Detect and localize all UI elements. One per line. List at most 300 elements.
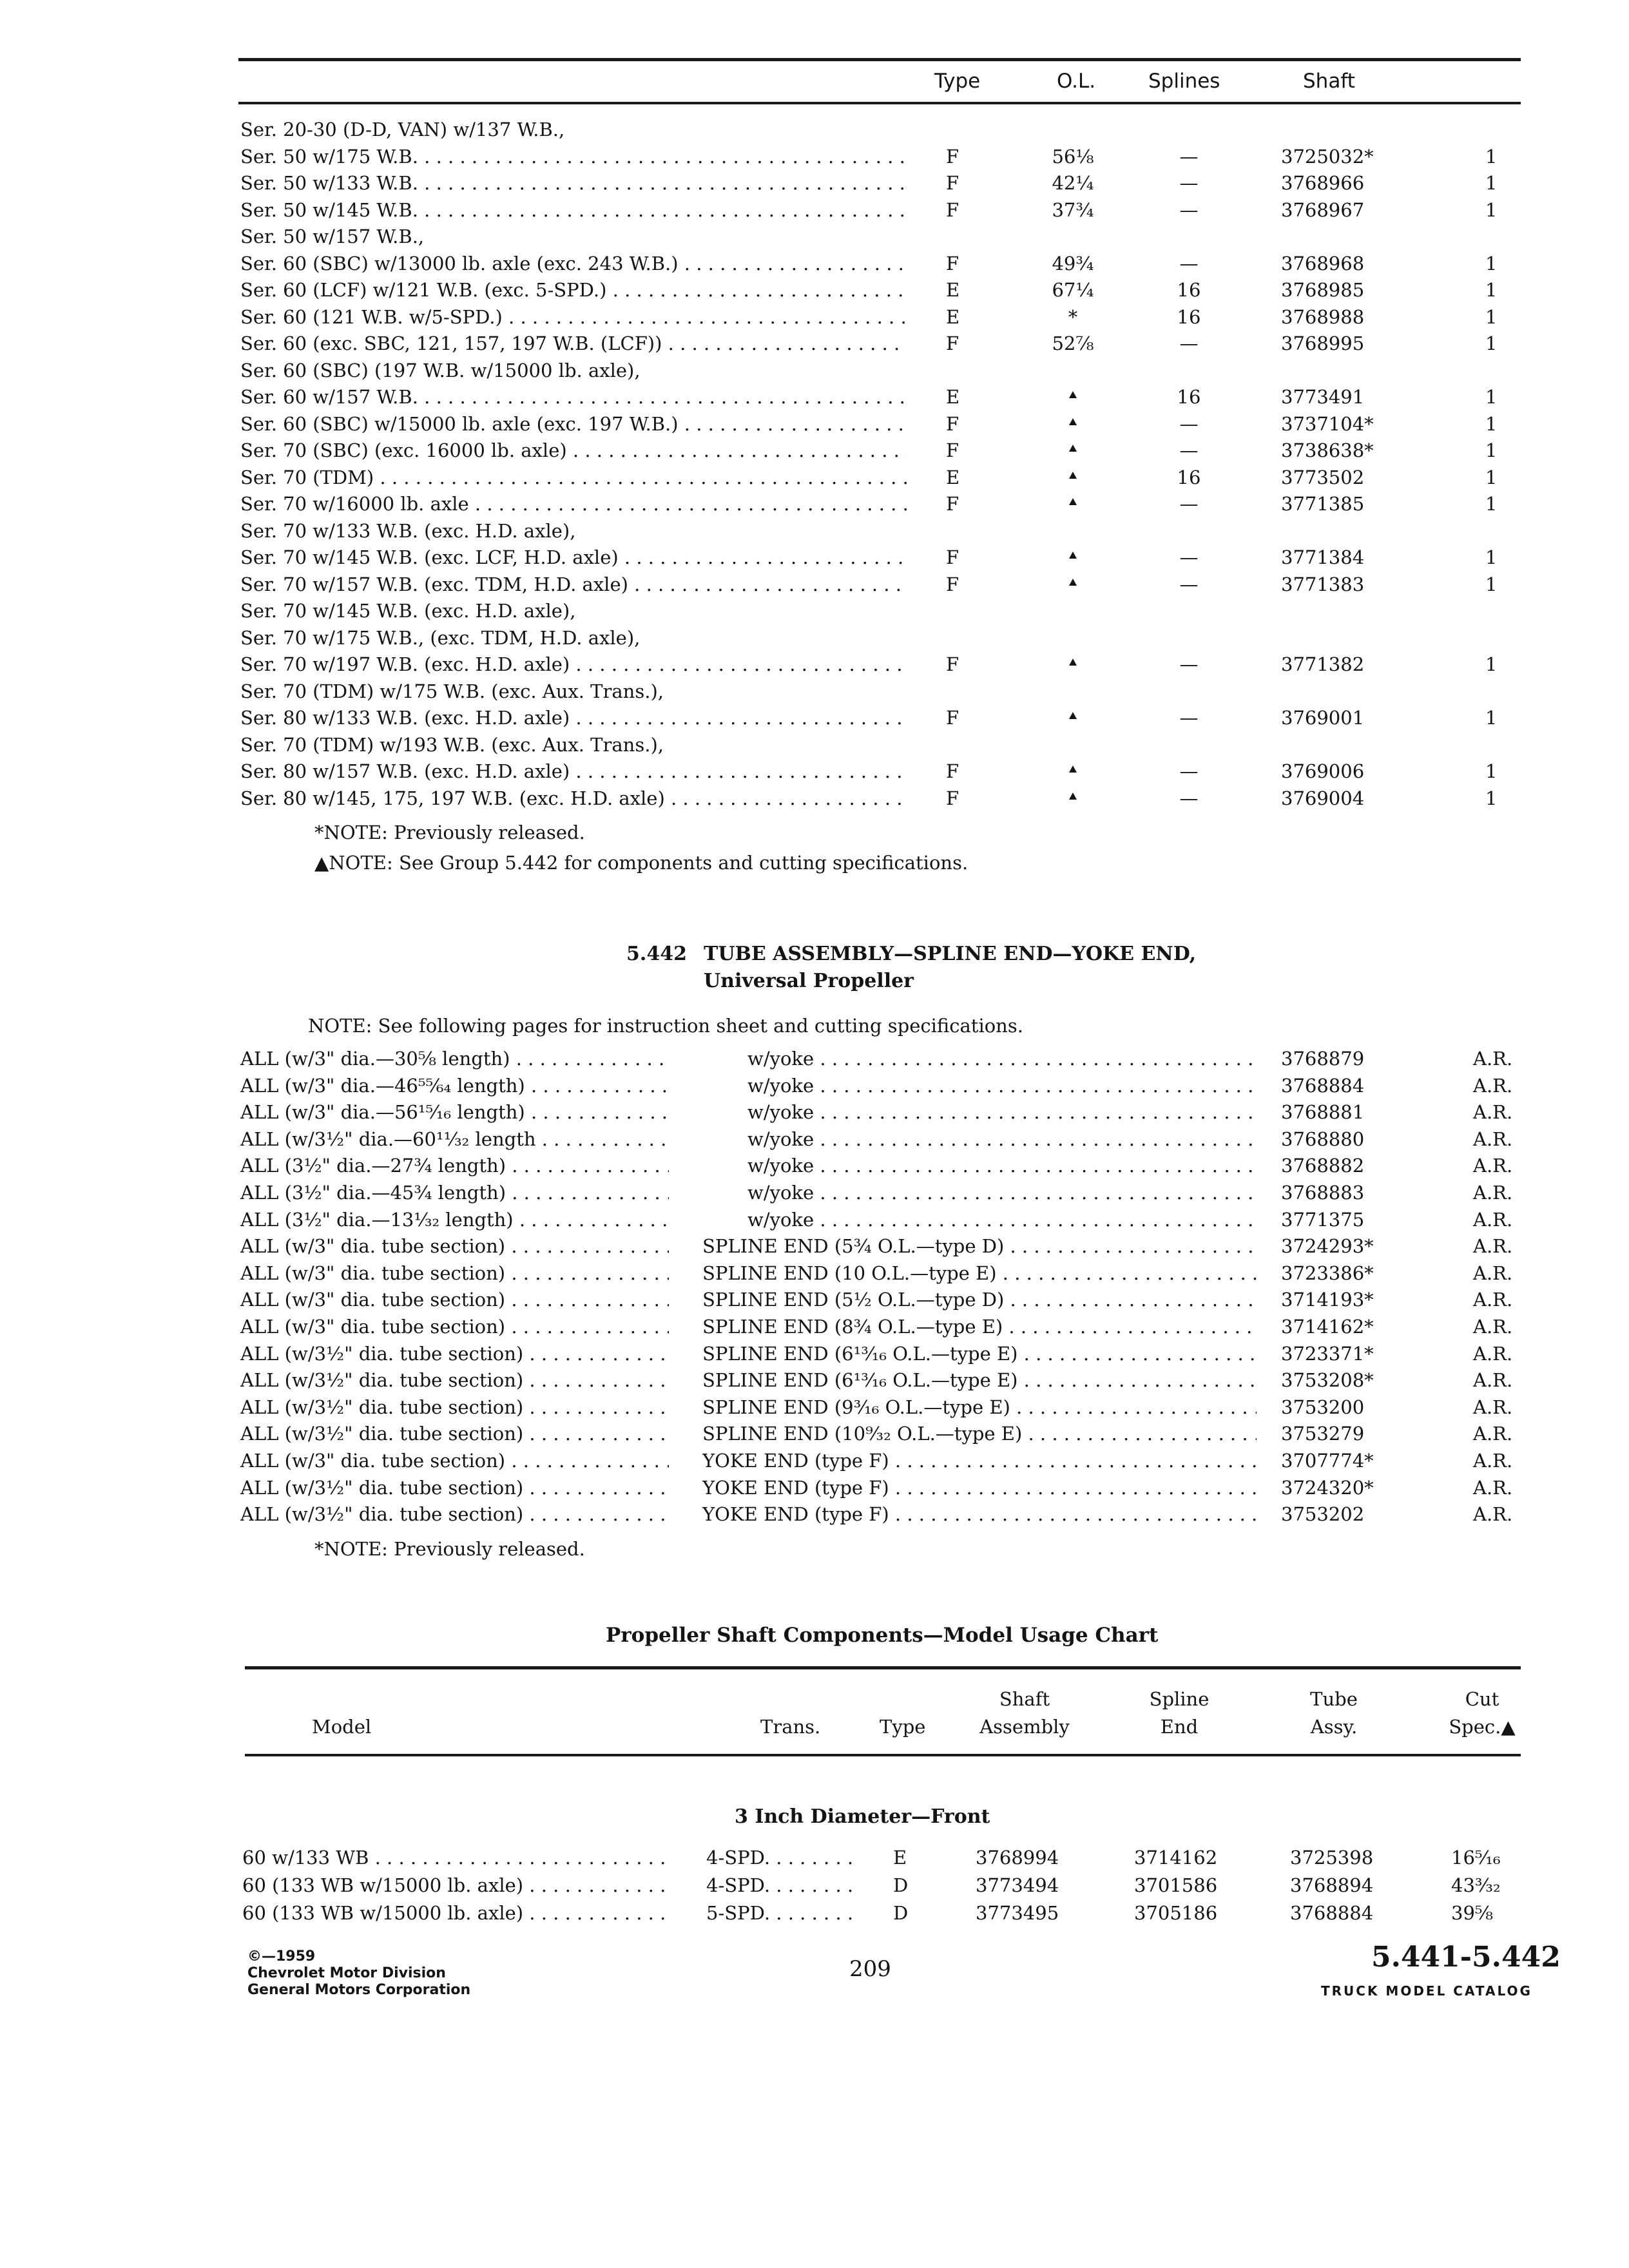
row-part: SPLINE END (6¹³⁄₁₆ O.L.—type E) . . . xyxy=(702,1340,1257,1367)
usage-cut: 43³⁄₃₂ xyxy=(1451,1874,1501,1896)
row-part-number: 3753202 xyxy=(1281,1503,1365,1526)
table-row xyxy=(0,517,1629,544)
table-row xyxy=(0,1447,1629,1474)
triangle-marker-icon xyxy=(1069,472,1077,479)
row-ol: 56⅛ xyxy=(1052,145,1094,168)
row-description: Ser. 50 w/157 W.B., xyxy=(240,226,425,247)
usage-spline: 3705186 xyxy=(1134,1902,1218,1924)
usage-model: 60 (133 WB w/15000 lb. axle) . . . xyxy=(242,1872,668,1899)
row-part-number: 3723386* xyxy=(1281,1262,1374,1284)
usage-header-spec: Spec.▲ xyxy=(1449,1716,1516,1738)
row-shaft: 3773502 xyxy=(1281,466,1365,488)
row-splines: — xyxy=(1179,787,1199,809)
row-qty: 1 xyxy=(1485,573,1498,595)
footer-division: Chevrolet Motor Division xyxy=(247,1965,446,1981)
table-row xyxy=(0,731,1629,758)
row-qty: A.R. xyxy=(1473,1396,1513,1418)
row-shaft: 3771383 xyxy=(1281,573,1365,595)
usage-trans: 4-SPD. . . . xyxy=(706,1872,861,1899)
row-part: SPLINE END (5¾ O.L.—type D) . . . xyxy=(702,1233,1257,1260)
usage-subheading: 3 Inch Diameter—Front xyxy=(735,1805,990,1828)
row-part: w/yoke . . . xyxy=(747,1072,1257,1099)
section-subtitle: Universal Propeller xyxy=(704,970,914,992)
table-row xyxy=(0,1179,1629,1206)
table-row xyxy=(0,785,1629,812)
row-type: F xyxy=(946,439,959,461)
usage-tube: 3768884 xyxy=(1290,1902,1374,1924)
row-ol xyxy=(1031,464,1115,491)
row-qty: 1 xyxy=(1485,332,1498,354)
row-part: w/yoke . . . xyxy=(747,1126,1257,1153)
row-shaft: 3768985 xyxy=(1281,279,1365,301)
row-qty: A.R. xyxy=(1473,1182,1513,1204)
triangle-marker-icon xyxy=(1069,445,1077,452)
row-application: ALL (3½" dia.—45¾ length) . . . xyxy=(240,1179,669,1206)
row-part-number: 3724320* xyxy=(1281,1476,1374,1499)
footer-corporation: General Motors Corporation xyxy=(247,1982,471,1998)
triangle-marker-icon xyxy=(1069,712,1077,719)
usage-shaft: 3773495 xyxy=(976,1902,1059,1924)
row-splines: — xyxy=(1179,707,1199,729)
row-shaft: 3725032* xyxy=(1281,145,1374,168)
table-row xyxy=(0,1367,1629,1394)
header-splines: Splines xyxy=(1148,70,1220,93)
row-part-number: 3768882 xyxy=(1281,1155,1365,1177)
table-row xyxy=(0,1474,1629,1501)
table1-note-previously-released: *NOTE: Previously released. xyxy=(314,822,585,843)
table-row xyxy=(0,330,1629,357)
row-part-number: 3768879 xyxy=(1281,1048,1365,1070)
row-description: Ser. 70 w/175 W.B., (exc. TDM, H.D. axle), xyxy=(240,626,641,649)
row-description: Ser. 20-30 (D-D, VAN) w/137 W.B., xyxy=(240,119,565,140)
table-row xyxy=(0,1072,1629,1099)
row-splines: 16 xyxy=(1177,305,1201,328)
row-application: ALL (w/3½" dia. tube section) . . . xyxy=(240,1420,669,1447)
row-description: Ser. 70 w/16000 lb. axle . . . xyxy=(240,490,907,517)
table-row xyxy=(0,1152,1629,1179)
row-description: Ser. 70 (TDM) . . . xyxy=(240,464,907,491)
usage-tube: 3768894 xyxy=(1290,1874,1374,1896)
table-row xyxy=(0,597,1629,624)
row-part: SPLINE END (8¾ O.L.—type E) . . . xyxy=(702,1313,1257,1340)
row-part: SPLINE END (10 O.L.—type E) . . . xyxy=(702,1260,1257,1287)
row-splines: — xyxy=(1179,252,1199,274)
usage-shaft: 3773494 xyxy=(976,1874,1059,1896)
row-application: ALL (w/3½" dia. tube section) . . . xyxy=(240,1340,669,1367)
table-row xyxy=(0,357,1629,384)
header-rule xyxy=(238,102,1521,104)
row-part: w/yoke . . . xyxy=(747,1152,1257,1179)
row-part-number: 3768880 xyxy=(1281,1128,1365,1150)
usage-cut: 39⅝ xyxy=(1451,1902,1494,1924)
row-description: Ser. 60 (SBC) w/13000 lb. axle (exc. 243 W.B.) . . . xyxy=(240,250,907,277)
row-part-number: 3724293* xyxy=(1281,1235,1374,1258)
row-part-number: 3768884 xyxy=(1281,1074,1365,1097)
row-part-number: 3714162* xyxy=(1281,1316,1374,1338)
row-part-number: 3753200 xyxy=(1281,1396,1365,1418)
usage-header-model: Model xyxy=(312,1716,372,1738)
table1-note-see-group: ▲NOTE: See Group 5.442 for components and cutting specifications. xyxy=(314,852,969,874)
row-qty: A.R. xyxy=(1473,1208,1513,1231)
row-part-number: 3768883 xyxy=(1281,1182,1365,1204)
row-part: w/yoke . . . xyxy=(747,1045,1257,1072)
usage-type: E xyxy=(893,1847,907,1869)
row-description: Ser. 60 (SBC) (197 W.B. w/15000 lb. axle), xyxy=(240,359,641,381)
row-qty: 1 xyxy=(1485,787,1498,809)
row-description: Ser. 70 w/145 W.B. (exc. H.D. axle), xyxy=(240,600,576,622)
triangle-marker-icon xyxy=(1069,765,1077,773)
row-qty: 1 xyxy=(1485,305,1498,328)
table-row xyxy=(0,197,1629,224)
usage-type: D xyxy=(893,1874,909,1896)
row-type: F xyxy=(946,546,959,568)
row-ol xyxy=(1031,410,1115,437)
row-splines: — xyxy=(1179,653,1199,675)
top-rule xyxy=(238,58,1521,61)
row-application: ALL (3½" dia.—13¹⁄₃₂ length) . . . xyxy=(240,1206,669,1233)
usage-model: 60 w/133 WB . . . xyxy=(242,1844,668,1871)
row-type: F xyxy=(946,787,959,809)
row-qty: 1 xyxy=(1485,760,1498,782)
row-ol xyxy=(1031,704,1115,731)
row-ol xyxy=(1031,651,1115,678)
row-shaft: 3773491 xyxy=(1281,386,1365,408)
row-ol xyxy=(1031,437,1115,464)
table-row xyxy=(0,1260,1629,1287)
row-part: w/yoke . . . xyxy=(747,1179,1257,1206)
usage-shaft: 3768994 xyxy=(976,1847,1059,1869)
row-qty: A.R. xyxy=(1473,1316,1513,1338)
table-row xyxy=(0,250,1629,277)
usage-header-rule xyxy=(245,1754,1521,1756)
usage-spline: 3701586 xyxy=(1134,1874,1218,1896)
page-number: 209 xyxy=(849,1956,891,1982)
row-qty: 1 xyxy=(1485,252,1498,274)
table-row xyxy=(0,303,1629,331)
row-splines: — xyxy=(1179,332,1199,354)
row-type: F xyxy=(946,653,959,675)
row-type: F xyxy=(946,252,959,274)
row-part: SPLINE END (6¹³⁄₁₆ O.L.—type E) . . . xyxy=(702,1367,1257,1394)
group-number: 5.441-5.442 xyxy=(1371,1941,1561,1974)
row-application: ALL (w/3½" dia. tube section) . . . xyxy=(240,1367,669,1394)
row-ol: 52⅞ xyxy=(1052,332,1094,354)
row-description: Ser. 70 w/133 W.B. (exc. H.D. axle), xyxy=(240,519,576,542)
table-row xyxy=(0,437,1629,464)
row-qty: 1 xyxy=(1485,466,1498,488)
row-qty: 1 xyxy=(1485,172,1498,194)
row-qty: A.R. xyxy=(1473,1128,1513,1150)
row-part: w/yoke . . . xyxy=(747,1206,1257,1233)
usage-chart-title: Propeller Shaft Components—Model Usage Chart xyxy=(606,1624,1159,1647)
row-qty: A.R. xyxy=(1473,1476,1513,1499)
row-part: w/yoke . . . xyxy=(747,1099,1257,1126)
table-row xyxy=(0,1313,1629,1340)
row-type: E xyxy=(946,305,960,328)
row-part: SPLINE END (10⁹⁄₃₂ O.L.—type E) . . . xyxy=(702,1420,1257,1447)
row-description: Ser. 70 w/157 W.B. (exc. TDM, H.D. axle) . . . xyxy=(240,571,907,598)
row-qty: A.R. xyxy=(1473,1423,1513,1445)
triangle-marker-icon xyxy=(1069,658,1077,666)
table-row xyxy=(0,1844,1629,1871)
table-row xyxy=(0,143,1629,170)
row-shaft: 3768966 xyxy=(1281,172,1365,194)
row-part-number: 3753279 xyxy=(1281,1423,1365,1445)
row-qty: A.R. xyxy=(1473,1289,1513,1311)
row-ol: 37¾ xyxy=(1052,198,1094,221)
table-row xyxy=(0,410,1629,437)
row-application: ALL (w/3½" dia. tube section) . . . xyxy=(240,1501,669,1528)
row-application: ALL (w/3½" dia. tube section) . . . xyxy=(240,1394,669,1421)
row-part-number: 3707774* xyxy=(1281,1450,1374,1472)
row-description: Ser. 50 w/175 W.B. . . . xyxy=(240,143,907,170)
row-qty: 1 xyxy=(1485,546,1498,568)
usage-header-end: End xyxy=(1160,1716,1199,1738)
usage-header-type: Type xyxy=(880,1716,926,1738)
row-qty: A.R. xyxy=(1473,1503,1513,1526)
row-splines: — xyxy=(1179,546,1199,568)
row-shaft: 3768995 xyxy=(1281,332,1365,354)
row-shaft: 3768967 xyxy=(1281,198,1365,221)
row-description: Ser. 70 (TDM) w/175 W.B. (exc. Aux. Trans.), xyxy=(240,680,664,702)
row-application: ALL (w/3" dia. tube section) . . . xyxy=(240,1233,669,1260)
usage-cut: 16⁵⁄₁₆ xyxy=(1451,1847,1501,1869)
usage-header-tube: Tube xyxy=(1310,1688,1358,1710)
row-qty: A.R. xyxy=(1473,1101,1513,1124)
row-qty: 1 xyxy=(1485,279,1498,301)
row-application: ALL (w/3" dia. tube section) . . . xyxy=(240,1447,669,1474)
row-type: F xyxy=(946,493,959,515)
row-splines: — xyxy=(1179,573,1199,595)
row-type: F xyxy=(946,707,959,729)
row-ol: * xyxy=(1068,305,1078,328)
table-row xyxy=(0,571,1629,598)
table-row xyxy=(0,1045,1629,1072)
row-ol: 42¼ xyxy=(1052,172,1094,194)
table2-note-previously-released: *NOTE: Previously released. xyxy=(314,1538,585,1560)
row-application: ALL (w/3" dia. tube section) . . . xyxy=(240,1313,669,1340)
row-shaft: 3771382 xyxy=(1281,653,1365,675)
triangle-marker-icon xyxy=(1069,579,1077,586)
table-row xyxy=(0,624,1629,651)
row-ol xyxy=(1031,785,1115,812)
table-row xyxy=(0,383,1629,410)
usage-trans: 5-SPD. . . . xyxy=(706,1899,861,1927)
usage-header-cut: Cut xyxy=(1465,1688,1499,1710)
row-shaft: 3769001 xyxy=(1281,707,1365,729)
row-description: Ser. 80 w/157 W.B. (exc. H.D. axle) . . . xyxy=(240,758,907,785)
row-part: YOKE END (type F) . . . xyxy=(702,1501,1257,1528)
table-row xyxy=(0,1233,1629,1260)
row-part: YOKE END (type F) . . . xyxy=(702,1447,1257,1474)
row-type: F xyxy=(946,198,959,221)
row-qty: A.R. xyxy=(1473,1235,1513,1258)
row-type: F xyxy=(946,760,959,782)
triangle-marker-icon xyxy=(1069,552,1077,559)
row-ol xyxy=(1031,571,1115,598)
usage-spline: 3714162 xyxy=(1134,1847,1218,1869)
row-splines: 16 xyxy=(1177,386,1201,408)
row-description: Ser. 60 w/157 W.B. . . . xyxy=(240,383,907,410)
row-ol xyxy=(1031,544,1115,571)
table-row xyxy=(0,1286,1629,1313)
row-application: ALL (w/3½" dia. tube section) . . . xyxy=(240,1474,669,1501)
row-qty: A.R. xyxy=(1473,1342,1513,1365)
row-description: Ser. 80 w/133 W.B. (exc. H.D. axle) . . . xyxy=(240,704,907,731)
row-part: SPLINE END (9³⁄₁₆ O.L.—type E) . . . xyxy=(702,1394,1257,1421)
table-row xyxy=(0,490,1629,517)
row-shaft: 3738638* xyxy=(1281,439,1374,461)
triangle-marker-icon xyxy=(1069,793,1077,800)
row-ol xyxy=(1031,758,1115,785)
row-application: ALL (w/3½" dia.—60¹¹⁄₃₂ length . . . xyxy=(240,1126,669,1153)
row-type: E xyxy=(946,386,960,408)
row-shaft: 3768968 xyxy=(1281,252,1365,274)
row-type: F xyxy=(946,172,959,194)
row-type: F xyxy=(946,145,959,168)
row-splines: — xyxy=(1179,439,1199,461)
row-splines: — xyxy=(1179,198,1199,221)
row-description: Ser. 70 (TDM) w/193 W.B. (exc. Aux. Trans.), xyxy=(240,733,664,756)
header-shaft: Shaft xyxy=(1303,70,1355,93)
row-qty: 1 xyxy=(1485,707,1498,729)
row-splines: — xyxy=(1179,172,1199,194)
row-part-number: 3723371* xyxy=(1281,1342,1374,1365)
row-shaft: 3737104* xyxy=(1281,412,1374,435)
row-splines: 16 xyxy=(1177,466,1201,488)
table-row xyxy=(0,1206,1629,1233)
row-description: Ser. 60 (LCF) w/121 W.B. (exc. 5-SPD.) . . . xyxy=(240,276,907,303)
section-number: 5.442 xyxy=(626,943,687,965)
usage-top-rule xyxy=(245,1666,1521,1669)
row-qty: A.R. xyxy=(1473,1369,1513,1392)
row-description: Ser. 60 (SBC) w/15000 lb. axle (exc. 197 W.B.) . . . xyxy=(240,410,907,437)
table-row xyxy=(0,1420,1629,1447)
table-row xyxy=(0,1126,1629,1153)
usage-tube: 3725398 xyxy=(1290,1847,1374,1869)
row-shaft: 3771385 xyxy=(1281,493,1365,515)
row-application: ALL (w/3" dia.—56¹⁵⁄₁₆ length) . . . xyxy=(240,1099,669,1126)
row-qty: 1 xyxy=(1485,198,1498,221)
row-description: Ser. 50 w/133 W.B. . . . xyxy=(240,169,907,197)
row-description: Ser. 70 (SBC) (exc. 16000 lb. axle) . . . xyxy=(240,437,907,464)
row-type: F xyxy=(946,332,959,354)
row-part-number: 3753208* xyxy=(1281,1369,1374,1392)
row-splines: — xyxy=(1179,760,1199,782)
row-ol: 49¾ xyxy=(1052,252,1094,274)
row-ol xyxy=(1031,383,1115,410)
usage-header-trans: Trans. xyxy=(760,1716,821,1738)
row-description: Ser. 80 w/145, 175, 197 W.B. (exc. H.D. axle) . . . xyxy=(240,785,907,812)
row-qty: 1 xyxy=(1485,386,1498,408)
usage-type: D xyxy=(893,1902,909,1924)
row-application: ALL (w/3" dia.—30⅝ length) . . . xyxy=(240,1045,669,1072)
usage-trans: 4-SPD. . . . xyxy=(706,1844,861,1871)
triangle-marker-icon xyxy=(1069,418,1077,425)
header-ol: O.L. xyxy=(1057,70,1096,93)
table-row xyxy=(0,169,1629,197)
row-shaft: 3769006 xyxy=(1281,760,1365,782)
table-row xyxy=(0,223,1629,250)
row-part: SPLINE END (5½ O.L.—type D) . . . xyxy=(702,1286,1257,1313)
row-splines: 16 xyxy=(1177,279,1201,301)
row-part-number: 3714193* xyxy=(1281,1289,1374,1311)
row-shaft: 3769004 xyxy=(1281,787,1365,809)
table-row xyxy=(0,544,1629,571)
row-shaft: 3771384 xyxy=(1281,546,1365,568)
row-splines: — xyxy=(1179,145,1199,168)
row-qty: 1 xyxy=(1485,145,1498,168)
table-row xyxy=(0,678,1629,705)
footer-copyright: ©—1959 xyxy=(247,1948,316,1965)
row-type: F xyxy=(946,573,959,595)
row-description: Ser. 60 (exc. SBC, 121, 157, 197 W.B. (LCF)) . . . xyxy=(240,330,907,357)
triangle-marker-icon xyxy=(1069,391,1077,398)
row-description: Ser. 70 w/197 W.B. (exc. H.D. axle) . . . xyxy=(240,651,907,678)
row-qty: A.R. xyxy=(1473,1450,1513,1472)
row-application: ALL (w/3" dia. tube section) . . . xyxy=(240,1260,669,1287)
row-part: YOKE END (type F) . . . xyxy=(702,1474,1257,1501)
triangle-marker-icon xyxy=(1069,498,1077,505)
table-row xyxy=(0,1872,1629,1899)
table-row xyxy=(0,464,1629,491)
row-type: E xyxy=(946,279,960,301)
table-row xyxy=(0,704,1629,731)
header-type: Type xyxy=(934,70,981,93)
table-row xyxy=(0,651,1629,678)
table-row xyxy=(0,1340,1629,1367)
row-type: F xyxy=(946,412,959,435)
row-ol: 67¼ xyxy=(1052,279,1094,301)
row-part-number: 3771375 xyxy=(1281,1208,1365,1231)
row-application: ALL (w/3" dia.—46⁵⁵⁄₆₄ length) . . . xyxy=(240,1072,669,1099)
row-qty: A.R. xyxy=(1473,1048,1513,1070)
row-qty: 1 xyxy=(1485,493,1498,515)
row-splines: — xyxy=(1179,493,1199,515)
row-application: ALL (w/3" dia. tube section) . . . xyxy=(240,1286,669,1313)
table-row xyxy=(0,1899,1629,1927)
row-description: Ser. 60 (121 W.B. w/5-SPD.) . . . xyxy=(240,303,907,331)
row-qty: 1 xyxy=(1485,439,1498,461)
usage-header-assy: Assy. xyxy=(1310,1716,1358,1738)
table-row xyxy=(0,116,1629,143)
row-qty: 1 xyxy=(1485,412,1498,435)
usage-header-assembly: Assembly xyxy=(979,1716,1070,1738)
row-qty: 1 xyxy=(1485,653,1498,675)
table-row xyxy=(0,1501,1629,1528)
row-qty: A.R. xyxy=(1473,1155,1513,1177)
row-qty: A.R. xyxy=(1473,1074,1513,1097)
row-qty: A.R. xyxy=(1473,1262,1513,1284)
section-note: NOTE: See following pages for instruction sheet and cutting specifications. xyxy=(308,1015,1023,1037)
row-shaft: 3768988 xyxy=(1281,305,1365,328)
catalog-name: TRUCK MODEL CATALOG xyxy=(1321,1983,1532,1999)
row-part-number: 3768881 xyxy=(1281,1101,1365,1124)
usage-header-spline: Spline xyxy=(1149,1688,1210,1710)
row-ol xyxy=(1031,490,1115,517)
row-type: E xyxy=(946,466,960,488)
table-row xyxy=(0,1099,1629,1126)
row-application: ALL (3½" dia.—27¾ length) . . . xyxy=(240,1152,669,1179)
table-row xyxy=(0,1394,1629,1421)
row-description: Ser. 70 w/145 W.B. (exc. LCF, H.D. axle) . . . xyxy=(240,544,907,571)
row-description: Ser. 50 w/145 W.B. . . . xyxy=(240,197,907,224)
table-row xyxy=(0,758,1629,785)
table-row xyxy=(0,276,1629,303)
usage-header-shaft: Shaft xyxy=(999,1688,1050,1710)
section-title: TUBE ASSEMBLY—SPLINE END—YOKE END, xyxy=(704,943,1197,965)
usage-model: 60 (133 WB w/15000 lb. axle) . . . xyxy=(242,1899,668,1927)
